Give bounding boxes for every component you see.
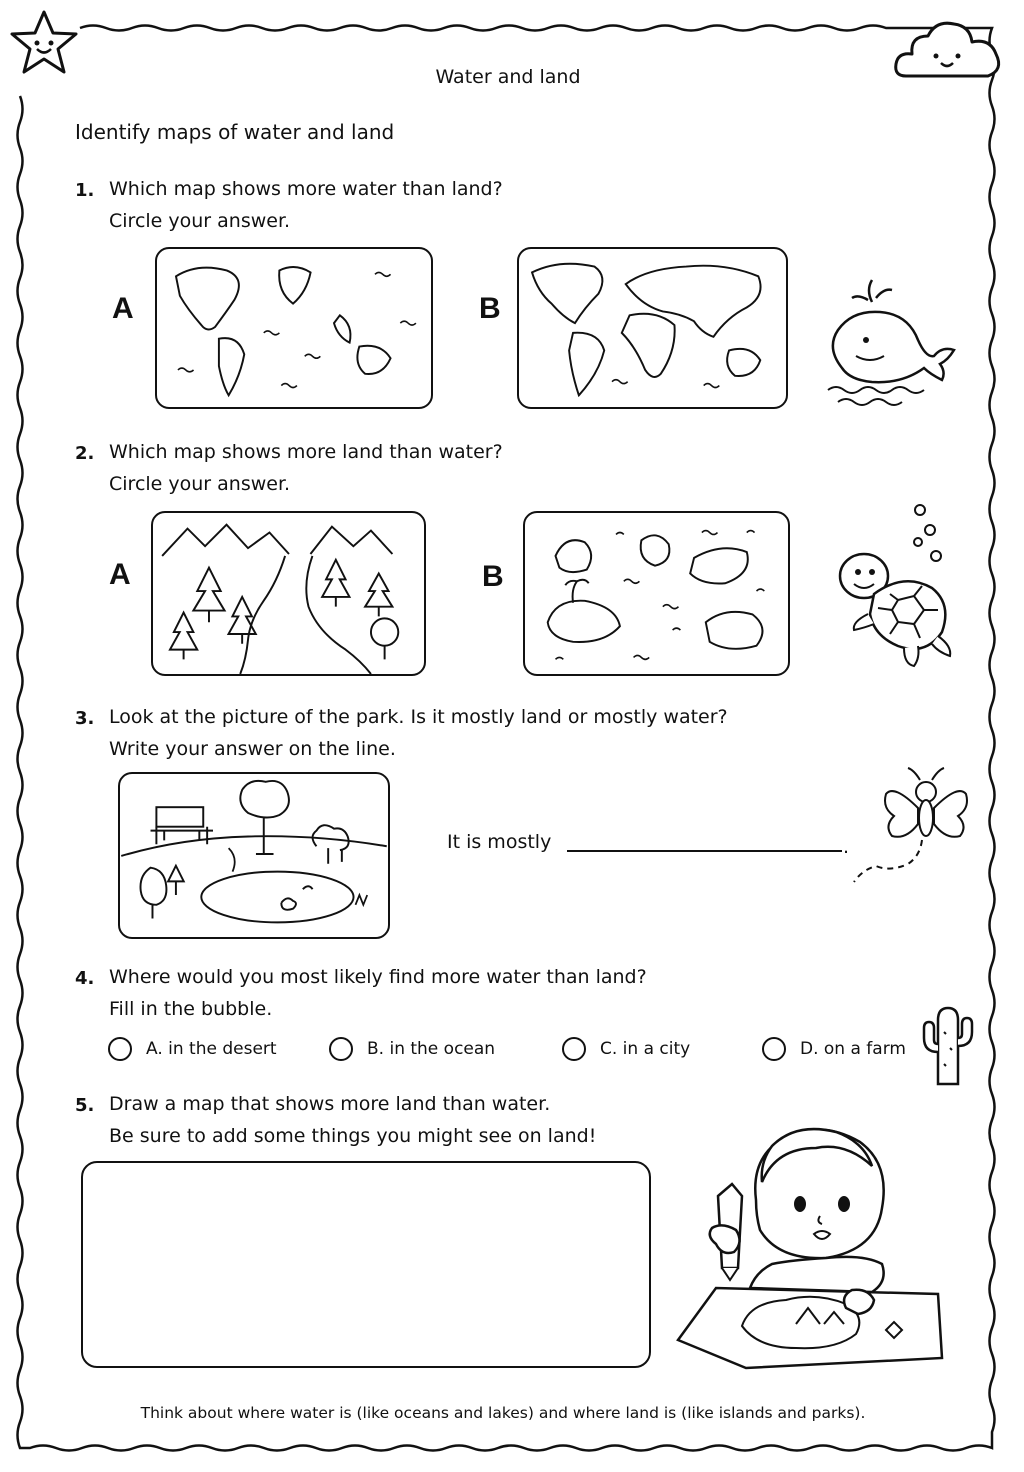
q4-option-d-bubble[interactable] <box>762 1037 786 1061</box>
q5-number: 5. <box>75 1095 95 1116</box>
worksheet-title: Water and land <box>435 66 581 88</box>
q2-line1: Which map shows more land than water? <box>109 441 503 463</box>
q4-text <box>109 961 647 1025</box>
q3-answer-line[interactable] <box>567 850 842 852</box>
turtle-icon <box>834 496 964 676</box>
q4-number: 4. <box>75 968 95 989</box>
q2-label-b: B <box>482 560 504 593</box>
q4-line1: Where would you most likely find more water than land? <box>109 966 647 988</box>
q3-answer-period: . <box>843 836 850 858</box>
worksheet-subtitle: Identify maps of water and land <box>75 120 395 144</box>
q4-option-b-bubble[interactable] <box>329 1037 353 1061</box>
q4-option-a[interactable] <box>108 1037 277 1061</box>
q2-label-a: A <box>109 558 131 591</box>
q1-text <box>109 173 503 237</box>
q2-text <box>109 436 503 500</box>
q2-map-a-forest-river[interactable] <box>151 511 426 676</box>
worksheet-footer: Think about where water is (like oceans and lakes) and where land is (like islands and parks). <box>140 1404 866 1422</box>
q1-map-a-world-water[interactable] <box>155 247 433 409</box>
q3-number: 3. <box>75 708 95 729</box>
butterfly-icon <box>850 760 970 890</box>
q1-label-b: B <box>479 292 501 325</box>
q4-option-c[interactable] <box>562 1037 690 1061</box>
q5-line2: Be sure to add some things you might see on land! <box>109 1125 597 1147</box>
q3-line1: Look at the picture of the park. Is it mostly land or mostly water? <box>109 706 728 728</box>
q1-map-b-world-continents[interactable] <box>517 247 788 409</box>
q5-drawing-area[interactable] <box>81 1161 651 1368</box>
q3-park-picture <box>118 772 390 939</box>
q1-line1: Which map shows more water than land? <box>109 178 503 200</box>
q4-option-d-label: D. on a farm <box>800 1039 906 1059</box>
q4-line2: Fill in the bubble. <box>109 998 273 1020</box>
q2-line2: Circle your answer. <box>109 473 291 495</box>
q5-text <box>109 1088 596 1152</box>
q3-line2: Write your answer on the line. <box>109 738 396 760</box>
q4-option-a-bubble[interactable] <box>108 1037 132 1061</box>
q4-option-b[interactable] <box>329 1037 495 1061</box>
q3-text <box>109 701 728 765</box>
q2-map-b-islands[interactable] <box>523 511 790 676</box>
q2-number: 2. <box>75 443 95 464</box>
q5-line1: Draw a map that shows more land than water. <box>109 1093 551 1115</box>
q4-option-d[interactable] <box>762 1037 906 1061</box>
q3-answer-prompt: It is mostly <box>447 831 552 853</box>
q1-label-a: A <box>112 292 134 325</box>
cactus-icon <box>916 1002 980 1088</box>
q4-option-b-label: B. in the ocean <box>367 1039 496 1059</box>
q1-number: 1. <box>75 180 95 201</box>
q1-line2: Circle your answer. <box>109 210 291 232</box>
q4-option-a-label: A. in the desert <box>146 1039 277 1059</box>
whale-icon <box>822 264 962 414</box>
boy-drawing-map-illustration <box>676 1112 948 1372</box>
q4-option-c-label: C. in a city <box>600 1039 691 1059</box>
q4-option-c-bubble[interactable] <box>562 1037 586 1061</box>
